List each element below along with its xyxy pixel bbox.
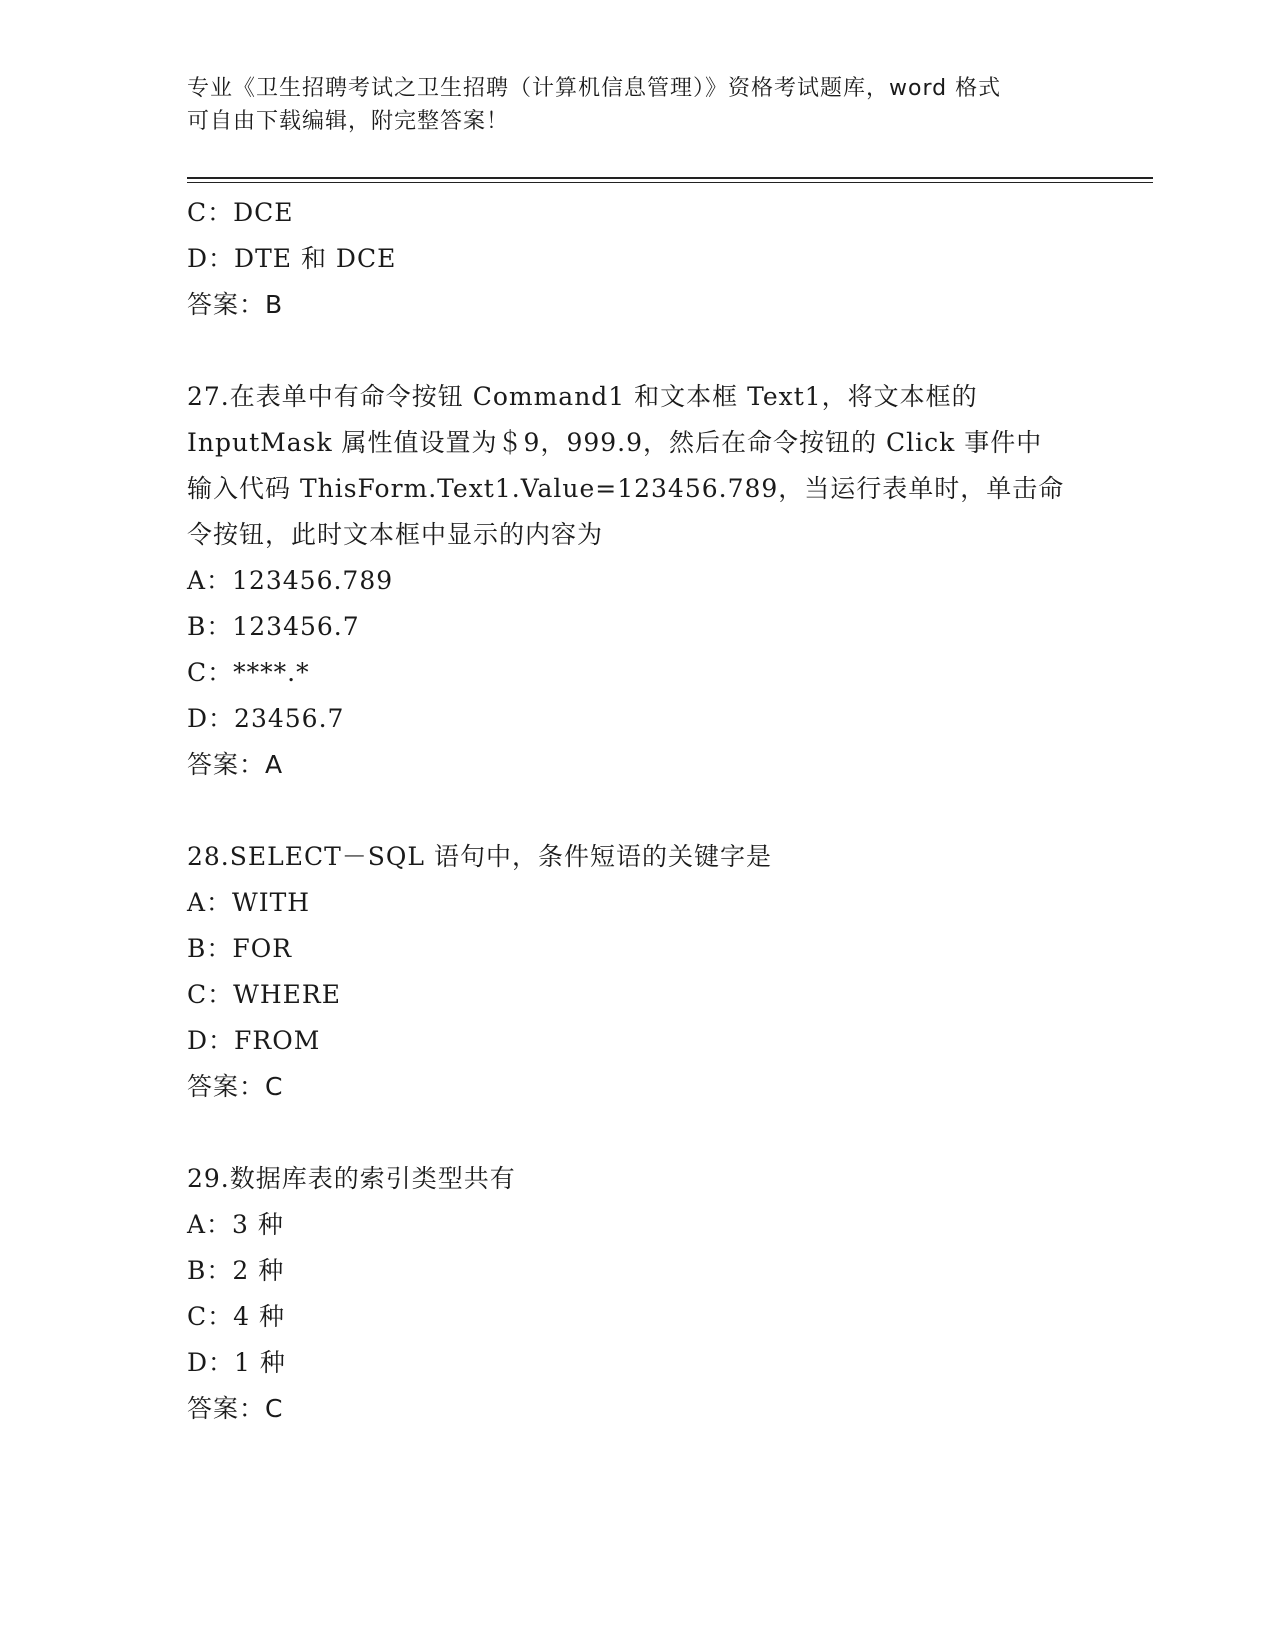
option-c: C：****.* [187, 658, 310, 687]
question-text-line: 27.在表单中有命令按钮 Command1 和文本框 Text1，将文本框的 [187, 382, 978, 411]
document-header [187, 72, 1087, 138]
question-29 [187, 1156, 1087, 1432]
header-rule-thin [187, 182, 1153, 183]
header-line-2: 可自由下载编辑，附完整答案！ [187, 109, 510, 134]
option-b: B：123456.7 [187, 612, 360, 641]
question-text-line: 29.数据库表的索引类型共有 [187, 1164, 516, 1193]
option-d: D：23456.7 [187, 704, 345, 733]
answer-line: 答案：A [187, 750, 284, 779]
option-a: A：WITH [187, 888, 311, 917]
option-d: D：DTE 和 DCE [187, 244, 397, 273]
question-text-line: 令按钮，此时文本框中显示的内容为 [187, 520, 604, 549]
option-c: C：4 种 [187, 1302, 285, 1331]
option-d: D：1 种 [187, 1348, 286, 1377]
option-c: C：WHERE [187, 980, 341, 1009]
carryover-question [187, 190, 1087, 328]
header-rule-thick [187, 177, 1153, 179]
answer-line: 答案：C [187, 1072, 284, 1101]
option-b: B：2 种 [187, 1256, 285, 1285]
option-c: C：DCE [187, 198, 294, 227]
option-b: B：FOR [187, 934, 293, 963]
option-d: D：FROM [187, 1026, 321, 1055]
answer-line: 答案：B [187, 290, 284, 319]
answer-line: 答案：C [187, 1394, 284, 1423]
header-line-1: 专业《卫生招聘考试之卫生招聘（计算机信息管理）》资格考试题库，word 格式 [187, 76, 1002, 101]
question-28 [187, 834, 1087, 1110]
question-text-line: 28.SELECT－SQL 语句中，条件短语的关键字是 [187, 842, 772, 871]
document-body [187, 190, 1087, 1432]
question-text-line: 输入代码 ThisForm.Text1.Value=123456.789，当运行表单时，单击命 [187, 474, 1065, 503]
question-27 [187, 374, 1087, 788]
option-a: A：123456.789 [187, 566, 394, 595]
option-a: A：3 种 [187, 1210, 284, 1239]
question-text-line: InputMask 属性值设置为＄9，999.9，然后在命令按钮的 Click 事件中 [187, 428, 1043, 457]
